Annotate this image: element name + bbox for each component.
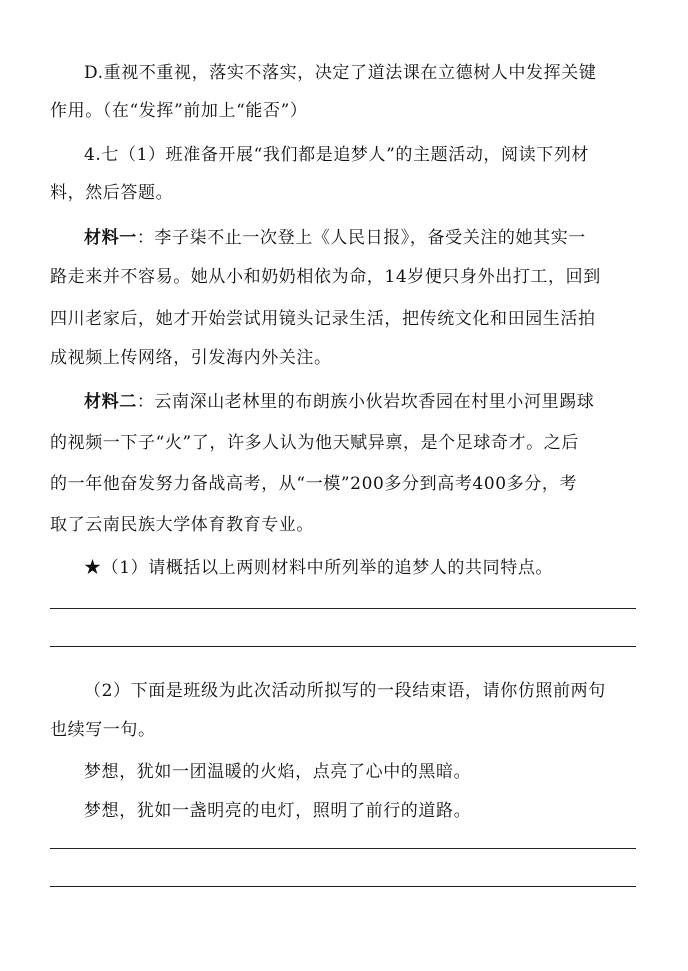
option-d-line-2: 作用。（在“发挥”前加上“能否”） xyxy=(50,101,308,121)
material-2-line-3: 的一年他奋发努力备战高考，从“一模”200多分到高考400多分，考 xyxy=(50,474,578,494)
material-2-line-4: 取了云南民族大学体育教育专业。 xyxy=(50,515,314,535)
star-icon: ★ xyxy=(84,558,102,578)
option-d-line-1: D.重视不重视，落实不落实，决定了道法课在立德树人中发挥关键 xyxy=(84,63,597,83)
material-1-line-3: 四川老家后，她才开始尝试用镜头记录生活，把传统文化和田园生活拍 xyxy=(50,309,596,329)
material-1-line-4: 成视频上传网络，引发海内外关注。 xyxy=(50,348,332,368)
material-1-line-2: 路走来并不容易。她从小和奶奶相依为命，14岁便只身外出打工，回到 xyxy=(50,267,601,287)
answer-line-3[interactable] xyxy=(50,848,636,849)
question-4-intro-line-2: 料，然后答题。 xyxy=(50,183,174,203)
material-1-label: 材料一 xyxy=(84,228,137,248)
sub-question-1-text: （1）请概括以上两则材料中所列举的追梦人的共同特点。 xyxy=(101,558,554,578)
sub-question-1 xyxy=(84,556,640,580)
sub-question-2-line-1: （2）下面是班级为此次活动所拟写的一段结束语，请你仿照前两句 xyxy=(84,681,606,701)
material-2-label: 材料二 xyxy=(84,392,137,412)
example-sentence-2: 梦想，犹如一盏明亮的电灯，照明了前行的道路。 xyxy=(84,801,472,821)
material-2-line-1 xyxy=(84,390,640,414)
question-4-intro-line-1: 4.七（1）班准备开展“我们都是追梦人”的主题活动，阅读下列材 xyxy=(84,145,590,165)
material-2-text: ：云南深山老林里的布朗族小伙岩坎香园在村里小河里踢球 xyxy=(136,392,595,412)
sub-question-2-line-2: 也续写一句。 xyxy=(50,720,156,740)
material-2-line-2: 的视频一下子“火”了，许多人认为他天赋异禀，是个足球奇才。之后 xyxy=(50,433,579,453)
material-1-text: ：李子柒不止一次登上《人民日报》，备受关注的她其实一 xyxy=(136,228,586,248)
answer-line-2[interactable] xyxy=(50,646,636,647)
answer-line-4[interactable] xyxy=(50,886,636,887)
material-1-line-1 xyxy=(84,226,640,250)
example-sentence-1: 梦想，犹如一团温暖的火焰，点亮了心中的黑暗。 xyxy=(84,762,472,782)
answer-line-1[interactable] xyxy=(50,608,636,609)
